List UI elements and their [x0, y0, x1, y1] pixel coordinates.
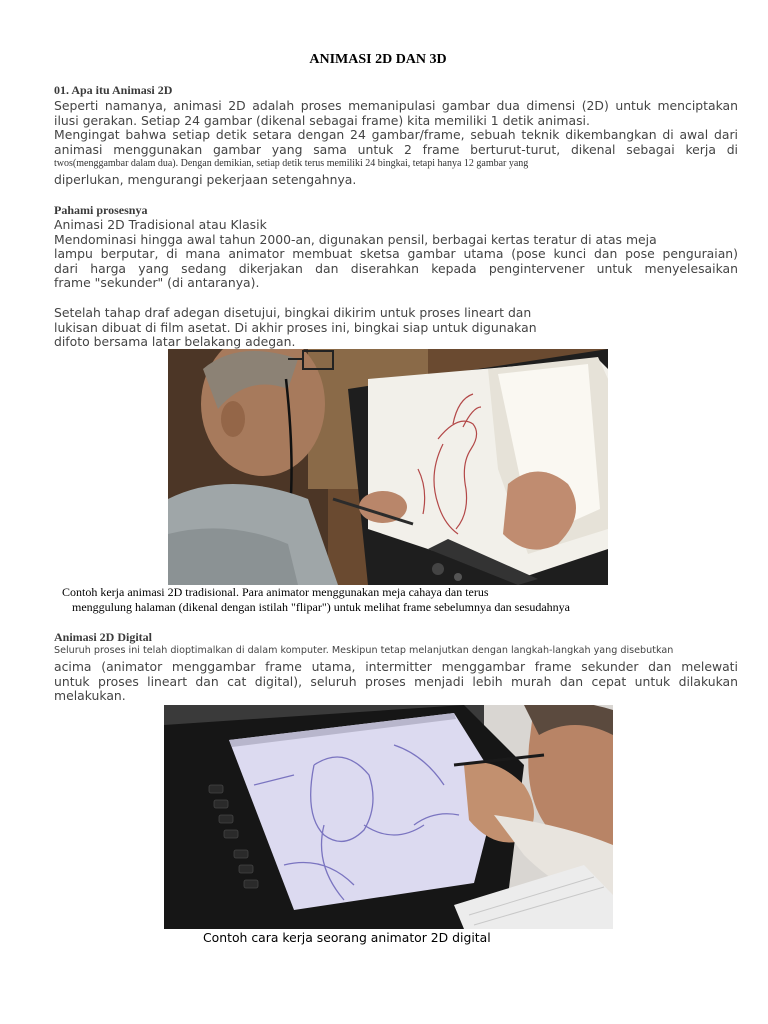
paragraph-line: ilusi gerakan. Setiap 24 gambar (dikenal sebagai frame) kita memiliki 1 detik animasi. — [54, 112, 590, 128]
paragraph-line: lampu berputar, di mana animator membuat sketsa gambar utama (pose kunci dan pose penguraian) — [54, 246, 738, 262]
subheading-traditional: Animasi 2D Tradisional atau Klasik — [54, 217, 267, 232]
section-heading-what-is-2d: 01. Apa itu Animasi 2D — [54, 83, 173, 97]
caption-traditional-line1: Contoh kerja animasi 2D tradisional. Para animator menggunakan meja cahaya dan terus — [62, 585, 489, 599]
paragraph-line: Mengingat bahwa setiap detik setara dengan 24 gambar/frame, sebuah teknik dikembangkan di awal dari — [54, 127, 738, 143]
caption-traditional-line2: menggulung halaman (dikenal dengan istilah "flipar") untuk melihat frame sebelumnya dan sesudahnya — [72, 600, 570, 614]
paragraph-line: Mendominasi hingga awal tahun 2000-an, digunakan pensil, berbagai kertas teratur di atas meja — [54, 231, 657, 247]
paragraph-line: Seperti namanya, animasi 2D adalah proses memanipulasi gambar dua dimensi (2D) untuk menciptakan — [54, 98, 738, 113]
paragraph-line: animasi menggunakan gambar yang sama untuk 2 frame berturut-turut, dikenal sebagai kerja di — [54, 141, 738, 157]
paragraph-line: difoto bersama latar belakang adegan. — [54, 334, 296, 350]
paragraph-line: acima (animator menggambar frame utama, intermitter menggambar frame sekunder dan melewati — [54, 659, 738, 674]
section-heading-digital: Animasi 2D Digital — [54, 630, 153, 644]
paragraph-line: untuk proses lineart dan cat digital), seluruh proses menjadi lebih murah dan cepat untuk dilakukan — [54, 673, 738, 689]
paragraph-line: frame "sekunder" (di antaranya). — [54, 275, 260, 291]
traditional-animation-photo — [168, 349, 608, 585]
digital-animation-photo — [164, 705, 613, 929]
paragraph-small-line: twos(menggambar dalam dua). Dengan demikian, setiap detik terus memiliki 24 bingkai, tetapi hanya 12 gambar yang — [54, 158, 529, 169]
paragraph-line: melakukan. — [54, 688, 126, 704]
paragraph-line: lukisan dibuat di film asetat. Di akhir proses ini, bingkai siap untuk digunakan — [54, 319, 537, 335]
paragraph-line: Setelah tahap draf adegan disetujui, bingkai dikirim untuk proses lineart dan — [54, 305, 532, 320]
section-heading-process: Pahami prosesnya — [54, 203, 148, 217]
caption-digital: Contoh cara kerja seorang animator 2D digital — [203, 930, 491, 945]
paragraph-small-line: Seluruh proses ini telah dioptimalkan di dalam komputer. Meskipun tetap melanjutkan dengan langkah-langkah yang disebutkan — [54, 645, 674, 656]
paragraph-line: dari harga yang sedang dikerjakan dan diserahkan kepada pengintervener untuk menyelesaikan — [54, 260, 738, 276]
page-title: ANIMASI 2D DAN 3D — [309, 52, 447, 67]
paragraph-line: diperlukan, mengurangi pekerjaan setengahnya. — [54, 172, 357, 187]
